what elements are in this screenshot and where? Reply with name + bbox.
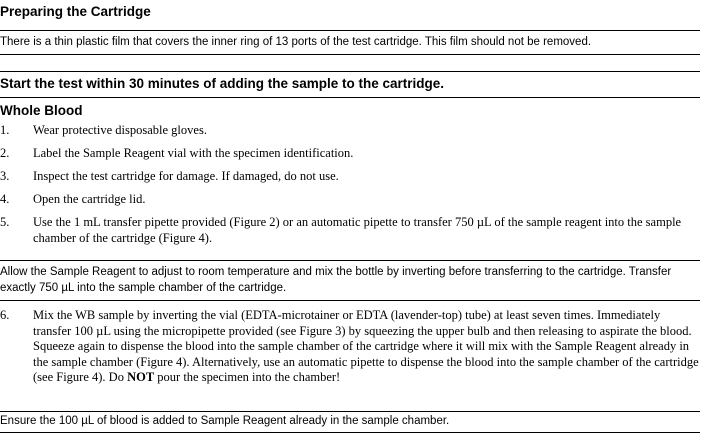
divider bbox=[0, 432, 700, 433]
step-number: 2. bbox=[0, 146, 10, 160]
step-text: Use the 1 mL transfer pipette provided (Figure 2) or an automatic pipette to transfer 750 µL of the sample reagent into the sample chamber of the cartridge (Figure 4). bbox=[33, 215, 682, 245]
step-text: Inspect the test cartridge for damage. If damaged, do not use. bbox=[33, 169, 339, 183]
divider bbox=[0, 30, 700, 31]
step-text-part: Mix the WB sample by inverting the vial (EDTA-microtainer or EDTA (lavender-top) tube) at least seven times. Immediately transfer 100 µL using the micropipette provided (see Figure 3) by squeezing the upper bulb and then releasing to aspirate the blood. Squeeze again to dispense the blood into the sample chamber of the cartridge where it will mix with the Sample Reagent already in the sample chamber (Figure 4). Alternatively, use an automatic pipette to dispense the blood into the sample chamber of the cartridge (see Figure 4). Do bbox=[33, 308, 699, 384]
divider bbox=[0, 300, 700, 301]
section-title-preparing-cartridge: Preparing the Cartridge bbox=[0, 4, 151, 19]
section-title-whole-blood: Whole Blood bbox=[0, 103, 83, 118]
step-text-part: pour the specimen into the chamber! bbox=[154, 370, 341, 384]
step-number: 1. bbox=[0, 123, 10, 137]
divider bbox=[0, 71, 700, 72]
emphasis-not: NOT bbox=[127, 370, 155, 384]
step-text: Wear protective disposable gloves. bbox=[33, 123, 207, 137]
step-number: 5. bbox=[0, 215, 10, 229]
divider bbox=[0, 97, 700, 98]
divider bbox=[0, 54, 700, 55]
step-text: Label the Sample Reagent vial with the specimen identification. bbox=[33, 146, 354, 160]
step-number: 3. bbox=[0, 169, 10, 183]
divider bbox=[0, 411, 700, 412]
step-text: Open the cartridge lid. bbox=[33, 192, 146, 206]
step-text bbox=[33, 308, 701, 386]
step-number: 4. bbox=[0, 192, 10, 206]
note-ensure-blood: Ensure the 100 µL of blood is added to Sample Reagent already in the sample chamber. bbox=[0, 415, 450, 427]
note-room-temperature: Allow the Sample Reagent to adjust to room temperature and mix the bottle by inverting before transferring to the cartridge. Transfer exactly 750 µL into the sample chamber of the cartridge. bbox=[0, 266, 672, 294]
warning-start-test: Start the test within 30 minutes of adding the sample to the cartridge. bbox=[0, 76, 445, 91]
note-plastic-film: There is a thin plastic film that covers the inner ring of 13 ports of the test cartridge. This film should not be removed. bbox=[0, 36, 592, 48]
step-number: 6. bbox=[0, 308, 10, 322]
divider bbox=[0, 260, 700, 261]
